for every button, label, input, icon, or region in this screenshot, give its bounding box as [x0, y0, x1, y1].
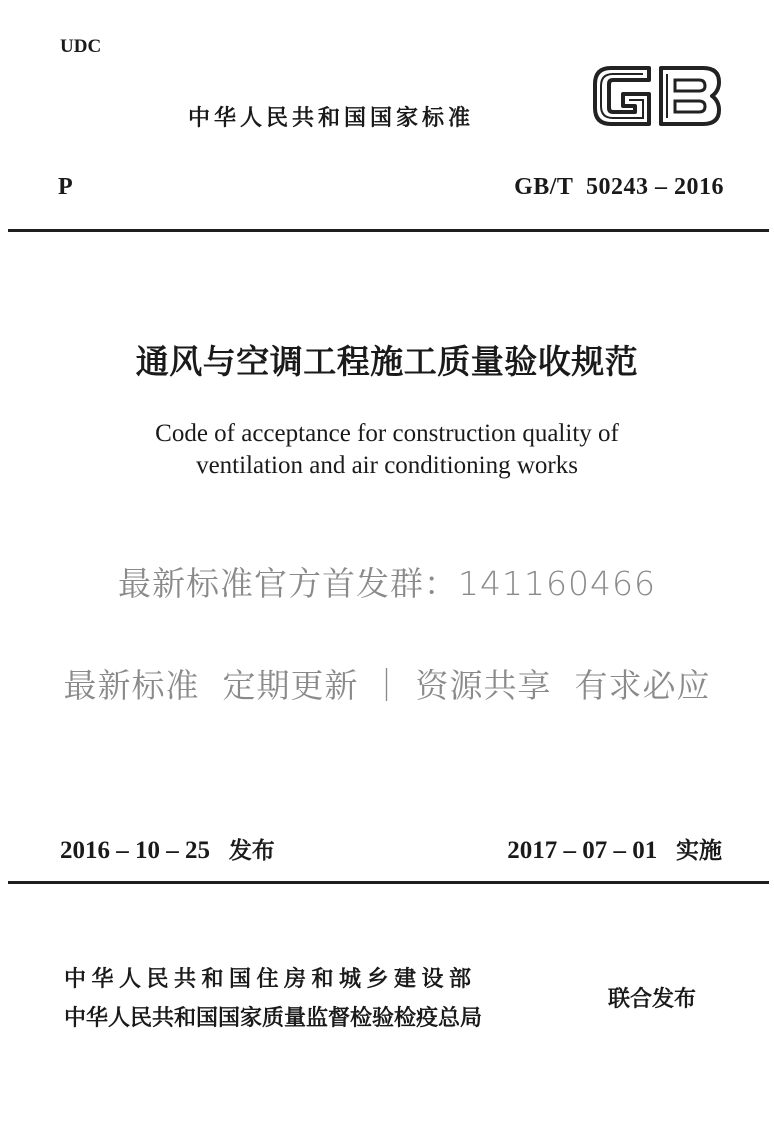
udc-label: UDC [60, 36, 102, 57]
effective-date: 2017 – 07 – 01 [507, 837, 658, 864]
joint-issue-label: 联合发布 [608, 987, 697, 1012]
bottom-divider [8, 881, 769, 884]
watermark-line1: 最新标准官方首发群：141160466 [118, 564, 656, 603]
issuer-aqsiq: 中华人民共和国国家质量监督检验检疫总局 [64, 1006, 483, 1031]
issuer-ministry: 中华人民共和国住房和城乡建设部 [64, 967, 477, 992]
issue-date-block [60, 832, 275, 865]
classification-code: P [58, 174, 73, 200]
title-english-line1: Code of acceptance for construction quality of [155, 420, 619, 447]
watermark-line2: 最新标准 定期更新 ｜ 资源共享 有求必应 [63, 666, 711, 705]
top-divider [8, 229, 769, 232]
gb-logo-icon [589, 62, 725, 130]
standard-number: GB/T 50243 – 2016 [514, 174, 724, 200]
effective-date-block [507, 832, 722, 865]
issue-label: 发布 [228, 838, 275, 864]
standard-level-heading: 中华人民共和国国家标准 [188, 106, 475, 131]
title-english-line2: ventilation and air conditioning works [196, 452, 578, 479]
title-chinese: 通风与空调工程施工质量验收规范 [135, 342, 639, 381]
effective-label: 实施 [676, 838, 722, 864]
issue-date: 2016 – 10 – 25 [60, 837, 210, 864]
